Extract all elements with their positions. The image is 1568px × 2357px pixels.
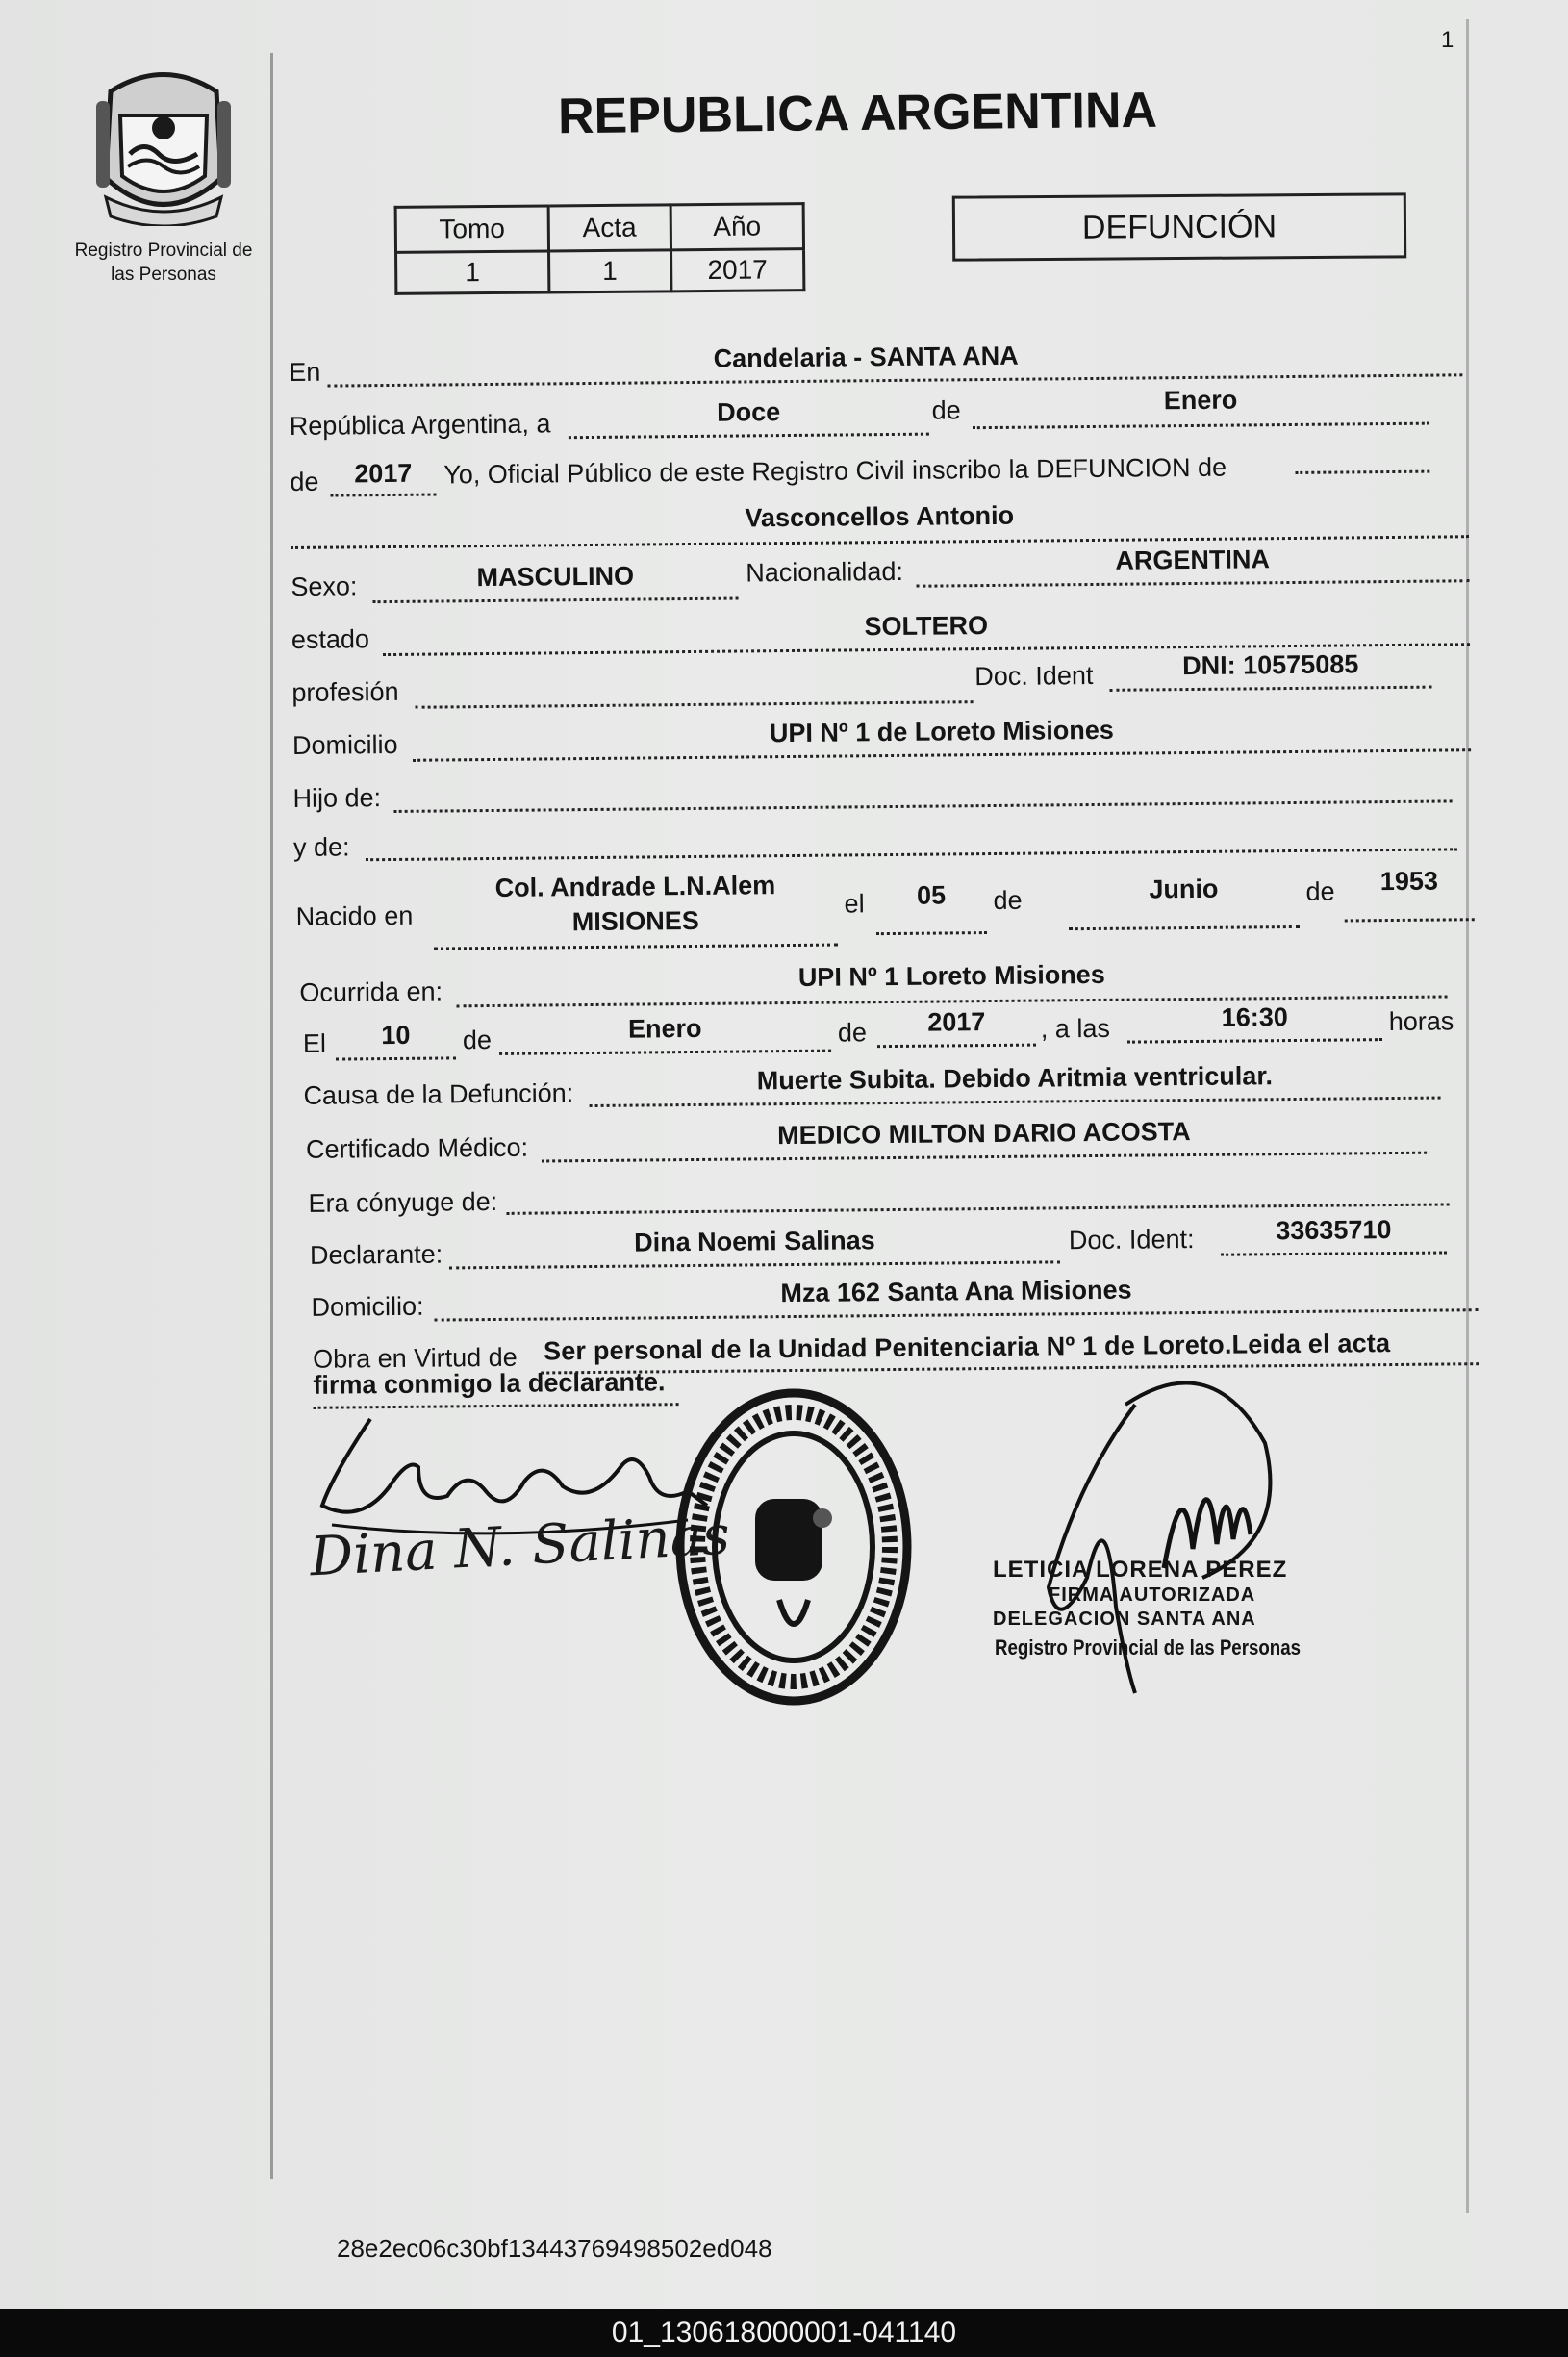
nacido-mes-value: Junio [1149,874,1219,904]
nombre-value: Vasconcellos Antonio [745,500,1015,533]
doc-ident-label: Doc. Ident [974,660,1094,692]
registry-stamp-icon [664,1383,923,1711]
acta-header: Acta [548,205,671,251]
declarante-domicilio-value: Mza 162 Santa Ana Misiones [780,1275,1132,1308]
officer-delegation: DELEGACION SANTA ANA [993,1609,1256,1630]
tomo-value: 1 [396,251,549,293]
el-label: El [302,1028,327,1058]
officer-authorization: FIRMA AUTORIZADA [1049,1584,1256,1606]
def-mes-value: Enero [627,1013,702,1044]
sexo-label: Sexo: [291,571,358,601]
hash-code: 28e2ec06c30bf13443769498502ed048 [337,2234,772,2263]
page-number: 1 [1441,27,1454,53]
a-las-label: , a las [1040,1013,1111,1044]
ocurrida-en-value: UPI Nº 1 Loreto Misiones [797,959,1105,992]
y-de-value [366,811,1457,822]
mes-line [973,422,1429,430]
y-de-line [366,848,1457,861]
doc-value: DNI: 10575085 [1182,649,1359,681]
lugar-value: Candelaria - SANTA ANA [713,341,1019,373]
y-de-label: y de: [292,832,350,862]
document-type-box: DEFUNCIÓN [952,192,1406,261]
declarante-domicilio-label: Domicilio: [311,1291,424,1322]
domicilio-line [413,748,1471,762]
acta-value: 1 [548,250,671,292]
dia-value: Doce [717,397,781,427]
ocurrida-en-label: Ocurrida en: [299,976,443,1007]
registry-name-line2: las Personas [111,265,216,285]
obra-value-line2: firma conmigo la declarante. [313,1367,666,1400]
document-id-footer: 01_130618000001-041140 [0,2309,1568,2357]
estado-label: estado [291,624,370,654]
domicilio-label: Domicilio [291,729,398,760]
nacido-en-label: Nacido en [295,900,414,931]
nacionalidad-value: ARGENTINA [1115,545,1271,575]
nacido-lugar-line [434,944,838,950]
anio-value: 2017 [354,458,413,489]
nacido-anio-line [1345,918,1475,922]
nacido-dia-line [876,931,987,935]
nacido-de-label-1: de [993,885,1023,915]
nacido-dia-value: 05 [916,880,947,910]
registry-name-line1: Registro Provincial de [74,241,253,261]
estado-value: SOLTERO [864,611,989,642]
causa-label: Causa de la Defunción: [303,1078,574,1110]
conyuge-line [507,1203,1450,1214]
causa-value: Muerte Subita. Debido Aritmia ventricular. [756,1061,1274,1096]
de-label-2: de [290,467,319,496]
def-mes-line [499,1050,831,1055]
declarante-line [449,1260,1060,1269]
declarante-value: Dina Noemi Salinas [634,1226,875,1257]
def-hora-value: 16:30 [1221,1002,1288,1032]
hijo-de-line [394,799,1453,813]
mes-value: Enero [1163,385,1238,416]
profesion-value [415,664,973,670]
nacido-anio-value: 1953 [1379,866,1439,897]
nacionalidad-label: Nacionalidad: [746,556,904,588]
oficial-line [1295,470,1429,474]
officer-name: LETICIA LORENA PEREZ [993,1557,1288,1583]
declarante-doc-line [1221,1251,1447,1255]
en-label: En [289,357,321,387]
doc-line [1109,686,1431,692]
declarante-domicilio-line [435,1308,1479,1321]
anio-line [330,494,436,497]
def-dia-line [336,1056,456,1060]
republica-label: República Argentina, a [289,409,551,441]
anio-header: Año [670,204,803,250]
certificado-value: MEDICO MILTON DARIO ACOSTA [777,1117,1191,1151]
oficial-statement: Yo, Oficial Público de este Registro Civil inscribo la DEFUNCION de [443,452,1227,490]
certificado-label: Certificado Médico: [305,1132,529,1164]
declarante-doc-label: Doc. Ident: [1068,1225,1195,1255]
dia-line [569,433,929,440]
de-label-1: de [931,395,961,425]
nacido-de-label-2: de [1305,876,1335,906]
def-hora-line [1127,1038,1382,1044]
causa-line [590,1097,1441,1107]
sexo-line [373,597,739,604]
tomo-header: Tomo [395,206,548,252]
hijo-de-value [393,763,1452,773]
obra-value-line1: Ser personal de la Unidad Penitenciaria Nº 1 de Loreto.Leida el acta [543,1329,1391,1366]
def-anio-value: 2017 [927,1007,986,1037]
anio-value: 2017 [670,249,803,291]
horas-label: horas [1388,1006,1454,1037]
declarante-doc-value: 33635710 [1276,1215,1392,1246]
nacido-lugar-line2: MISIONES [571,905,699,937]
sexo-value: MASCULINO [476,561,635,593]
nacido-el-label: el [844,889,865,919]
document-title: REPUBLICA ARGENTINA [557,82,1158,145]
nacionalidad-line [916,579,1469,588]
declarante-label: Declarante: [309,1239,443,1270]
conyuge-label: Era cónyuge de: [308,1186,498,1218]
domicilio-value: UPI Nº 1 de Loreto Misiones [769,715,1114,748]
officer-registry: Registro Provincial de las Personas [995,1635,1302,1660]
declarant-printed-name: Dina N. Salinas [308,1504,732,1589]
certificado-line [542,1152,1427,1163]
nacido-mes-line [1069,925,1300,930]
el-de-label-2: de [837,1018,868,1048]
def-dia-value: 10 [381,1020,411,1051]
conyuge-value [506,1166,1449,1175]
hijo-de-label: Hijo de: [292,783,382,813]
profesion-line [416,700,974,709]
el-de-label-1: de [462,1026,493,1055]
def-anio-line [877,1044,1036,1049]
obra-label: Obra en Virtud de [312,1342,518,1374]
profesion-label: profesión [291,676,399,707]
nacido-lugar-line1: Col. Andrade L.N.Alem [494,871,776,902]
